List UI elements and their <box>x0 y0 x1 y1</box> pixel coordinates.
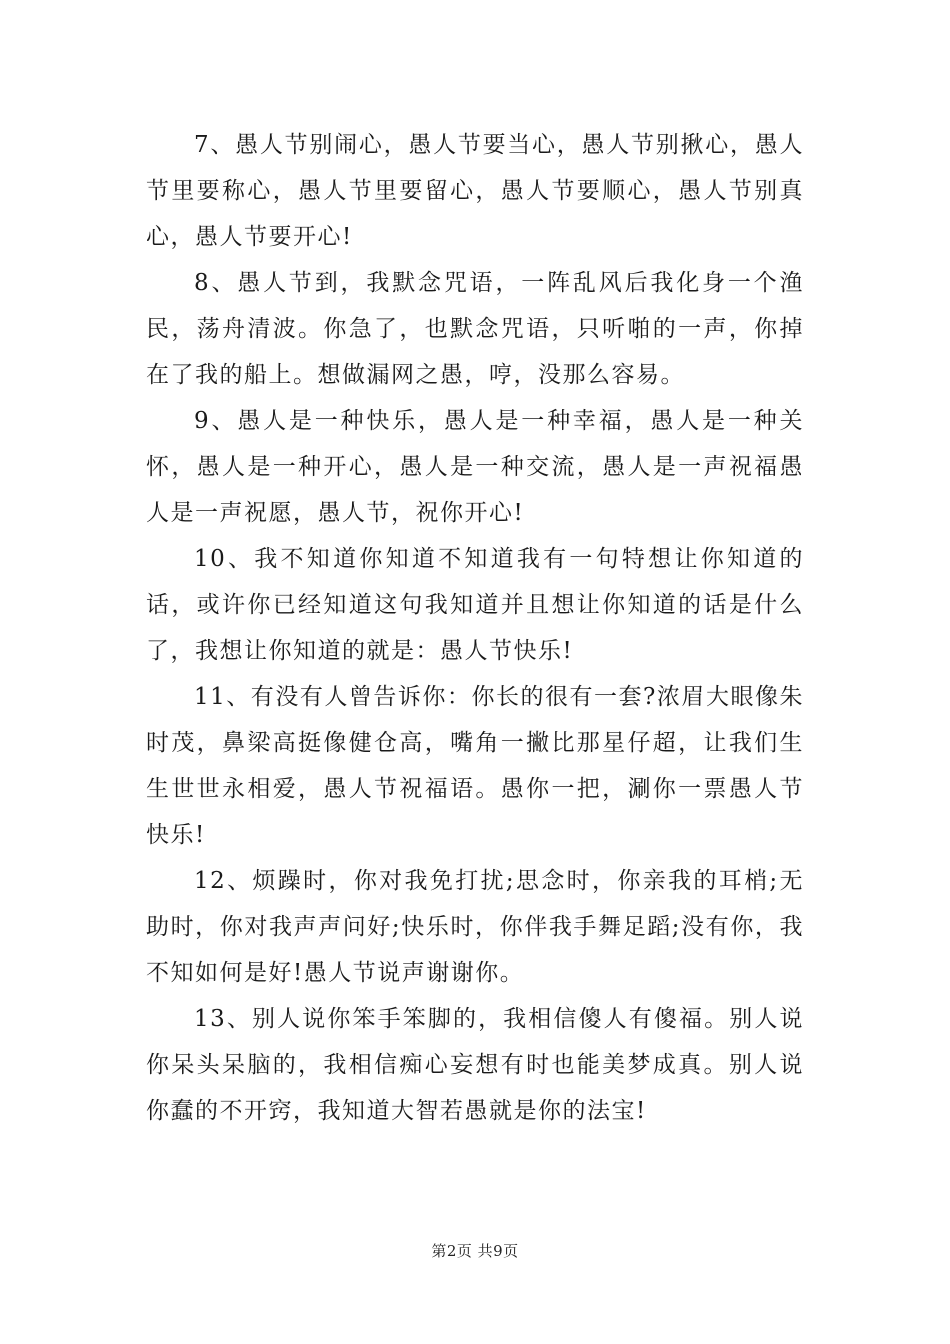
document-body <box>146 122 804 1134</box>
paragraph-8: 8、愚人节到，我默念咒语，一阵乱风后我化身一个渔民，荡舟清波。你急了，也默念咒语，只听啪的一声，你掉在了我的船上。想做漏网之愚，哼，没那么容易。 <box>146 270 804 388</box>
paragraph-9: 9、愚人是一种快乐，愚人是一种幸福，愚人是一种关怀，愚人是一种开心，愚人是一种交流，愚人是一声祝福愚人是一声祝愿，愚人节，祝你开心! <box>146 408 804 526</box>
paragraph-13: 13、别人说你笨手笨脚的，我相信傻人有傻福。别人说你呆头呆脑的，我相信痴心妄想有时也能美梦成真。别人说你蠢的不开窍，我知道大智若愚就是你的法宝! <box>146 1006 804 1124</box>
paragraph-10: 10、我不知道你知道不知道我有一句特想让你知道的话，或许你已经知道这句我知道并且想让你知道的话是什么了，我想让你知道的就是：愚人节快乐! <box>146 546 804 664</box>
paragraph-11: 11、有没有人曾告诉你：你长的很有一套?浓眉大眼像朱时茂，鼻梁高挺像健仓高，嘴角一撇比那星仔超，让我们生生世世永相爱，愚人节祝福语。愚你一把，涮你一票愚人节快乐! <box>146 684 804 848</box>
paragraph-7: 7、愚人节别闹心，愚人节要当心，愚人节别揪心，愚人节里要称心，愚人节里要留心，愚人节要顺心，愚人节别真心，愚人节要开心! <box>146 132 804 250</box>
page-number-footer: 第2页 共9页 <box>431 1242 519 1260</box>
paragraph-12: 12、烦躁时，你对我免打扰;思念时，你亲我的耳梢;无助时，你对我声声问好;快乐时，你伴我手舞足蹈;没有你，我不知如何是好!愚人节说声谢谢你。 <box>146 868 804 986</box>
